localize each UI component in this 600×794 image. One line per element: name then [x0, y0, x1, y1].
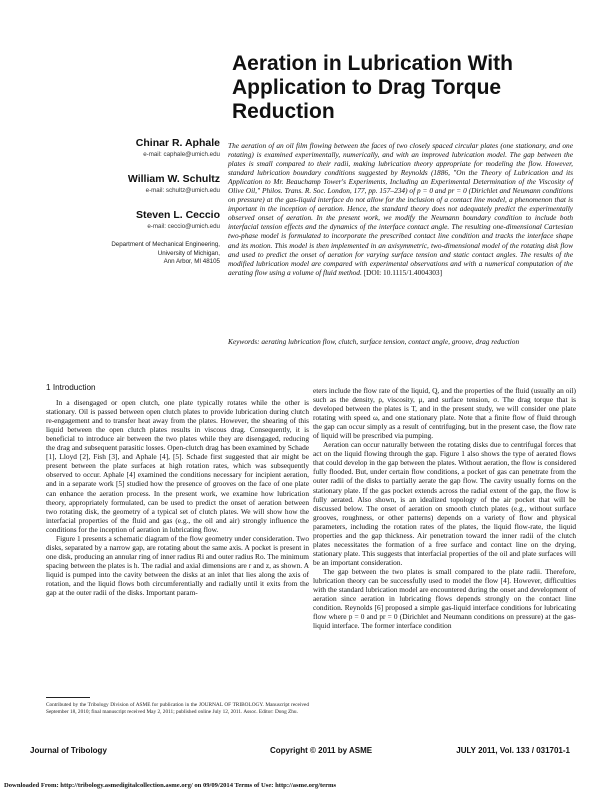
left-column [46, 383, 309, 597]
doi: [DOI: 10.1115/1.4004303] [363, 267, 443, 277]
keywords: Keywords: aerating lubrication flow, clutch, surface tension, contact angle, groove, drag reduction [228, 337, 520, 346]
paragraph: Aeration can occur naturally between the rotating disks due to centrifugal forces that act on the liquid flowing through the gap. Figure 1 also shows the type of aerated flows that could develop in the gap between the plates. Without aeration, the flow is considered fully flooded. But, under certain flow conditions, a pocket of gas can penetrate from the outer radii of the disks to partially aerate the gap flow. The cavity usually forms on the stationary plate. If the gas pocket extends across the radial extent of the gap, the flow is fully aerated. Also shown, is an idealized topology of the air pocket that will be discussed below. The onset of aeration on smooth clutch plates (e.g., without surface grooves, roughness, or other patterns) depends on a variety of flow and physical parameters, including the rotation rates of the plates, the liquid flow-rate, the liquid properties and the gap thickness. Air penetration toward the inner radii of the clutch plates necessitates the formation of a free surface and contact line on the drying, stationary plate. This suggests that interfacial properties of the oil and plate surfaces will be an important consideration. [313, 440, 576, 567]
copyright: Copyright © 2011 by ASME [270, 746, 373, 755]
abstract [228, 141, 573, 277]
paragraph: Figure 1 presents a schematic diagram of the flow geometry under consideration. Two disks, separated by a narrow gap, are rotating about the same axis. A pocket is present in one disk, producing an annular ring of inner radius Ri and outer radius Ro. The minimum spacing between the plates is h. The radial and axial dimensions are r and z, as shown. A liquid is pumped into the cavity between the disks at an inlet that lies along the axis of rotation, and the liquid flows both circumferentially and radially until it exits from the gap at the outer radii of the disks. Important param- [46, 533, 309, 598]
issue-info: JULY 2011, Vol. 133 / 031701-1 [456, 746, 570, 755]
journal-name: Journal of Tribology [30, 746, 107, 755]
author-name: Chinar R. Aphale [135, 137, 220, 149]
author-email: e-mail: schultz@umich.edu [145, 187, 220, 194]
affiliation-line: University of Michigan, [157, 249, 220, 257]
paragraph: The gap between the two plates is small compared to the plate radii. Therefore, lubrication theory can be successfully used to model the flow [4]. However, difficulties with the standard lubrication model are encountered during the onset and development of aeration since aeration in lubricating flows depends strongly on the contact line condition. Reynolds [6] proposed a simple gas-liquid interface conditions for lubricating flow where p = 0 and pr = 0 (Dirichlet and Neumann conditions on pressure) at the gas-liquid interface. The former interface condition [313, 566, 576, 631]
section-heading: 1 Introduction [46, 383, 96, 392]
author-name: William W. Schultz [127, 173, 220, 185]
affiliation [60, 241, 220, 267]
affiliation-line: Department of Mechanical Engineering, [111, 241, 220, 248]
right-column [313, 386, 576, 630]
paragraph: In a disengaged or open clutch, one plate typically rotates while the other is stationary. Oil is passed between open clutch plates to provide lubrication during clutch re-engagement and to transfer heat away from the plates. However, the shearing of this liquid between the open clutch plates results in viscous drag. Consequently, it is beneficial to introduce air between the two plates while they are disengaged, reducing the drag and subsequent parasitic losses. Open-clutch drag has been examined by Schade [1], Lloyd [2], Fish [3], and Aphale [4], [5]. Schade first suggested that air might be present between the plate surfaces at high rotation rates, which was subsequently observed to occur. Aphale [4] examined the conditions necessary for incipient aeration, and in a separate work [5] studied how the presence of grooves on the face of one plate can enhance the aeration process. In the present work, we examine how lubrication theory, appropriately formulated, can be used to predict the onset of aeration between two rotating disk, the geometry of a typical set of clutch plates. We will show how the interfacial properties of the fluid and gas (e.g., the oil and air) strongly influence the conditions for the inception of aeration in lubricating flow. [46, 398, 309, 534]
author-email: e-mail: caphale@umich.edu [143, 151, 220, 158]
footnote-rule [46, 697, 90, 698]
paragraph: eters include the flow rate of the liquid, Q, and the properties of the fluid (usually an oil) such as the density, ρ, viscosity, μ, and surface tension, σ. The drag torque that is developed between the plates is T, and in the present study, we will consider one plate rotating with speed ω, and one stationary plate. Note that a finite flow of fluid through the gap can occur simply as a result of centrifuging, but in the present case, the flow rate of liquid will be prescribed via pumping. [313, 386, 576, 441]
affiliation-line: Ann Arbor, MI 48105 [163, 258, 220, 266]
page-footer [30, 746, 570, 758]
footnote: Contributed by the Tribology Division of ASME for publication in the JOURNAL OF TRIBOLOGY. Manuscript received September 18, 2010; final manuscript received May 2, 2011; published online July 12, 2011. Assoc. Editor: Dong Zhu. [46, 702, 309, 716]
abstract-text: The aeration of an oil film flowing between the faces of two closely spaced circular plates (one stationary, and one rotating) is examined experimentally, numerically, and with an improved lubrication model. The gap between the plates is small compared to their radii, making lubrication theory appropriate for modeling the flow. However, standard lubrication boundary conditions suggested by Reynolds (1886, "On the Theory of Lubrication and its Application to Mr. Beauchamp Tower's Experiments, Including an Experimental Determination of the Viscosity of Olive Oil," Philos. Trans. R. Soc. London, 177, pp. 157–234) of p = 0 and pr = 0 (Dirichlet and Neumann conditions on pressure) at the gas-liquid interface do not allow for the inclusion of a contact line model, a phenomenon that is important in the inception of aeration. Hence, the standard theory does not adequately predict the experimentally observed onset of aeration. In the present work, we modify the Neumann boundary condition to include both interfacial tension effects and the dynamics of the interface contact angle. The resulting one-dimensional Cartesian two-phase model is formulated to incorporate the prescribed contact line condition and tracks the interface shape and its motion. This model is then implemented in an axisymmetric, two-dimensional model of the rotating disk flow and used to predict the onset of aeration for varying surface tension and static contact angles. The results of the modified lubrication model are compared with experimental observations and with a numerical computation of the aerating flow using a volume of fluid method. [228, 141, 573, 277]
author-name: Steven L. Ceccio [135, 209, 220, 221]
paper-title: Aeration in Lubrication With Application to Drag Torque Reduction [232, 52, 513, 123]
author-block [60, 137, 220, 267]
author-email: e-mail: ceccio@umich.edu [147, 223, 220, 230]
download-notice: Downloaded From: http://tribology.asmedigitalcollection.asme.org/ on 09/09/2014 Terms of Use: http://asme.org/terms [4, 782, 337, 789]
